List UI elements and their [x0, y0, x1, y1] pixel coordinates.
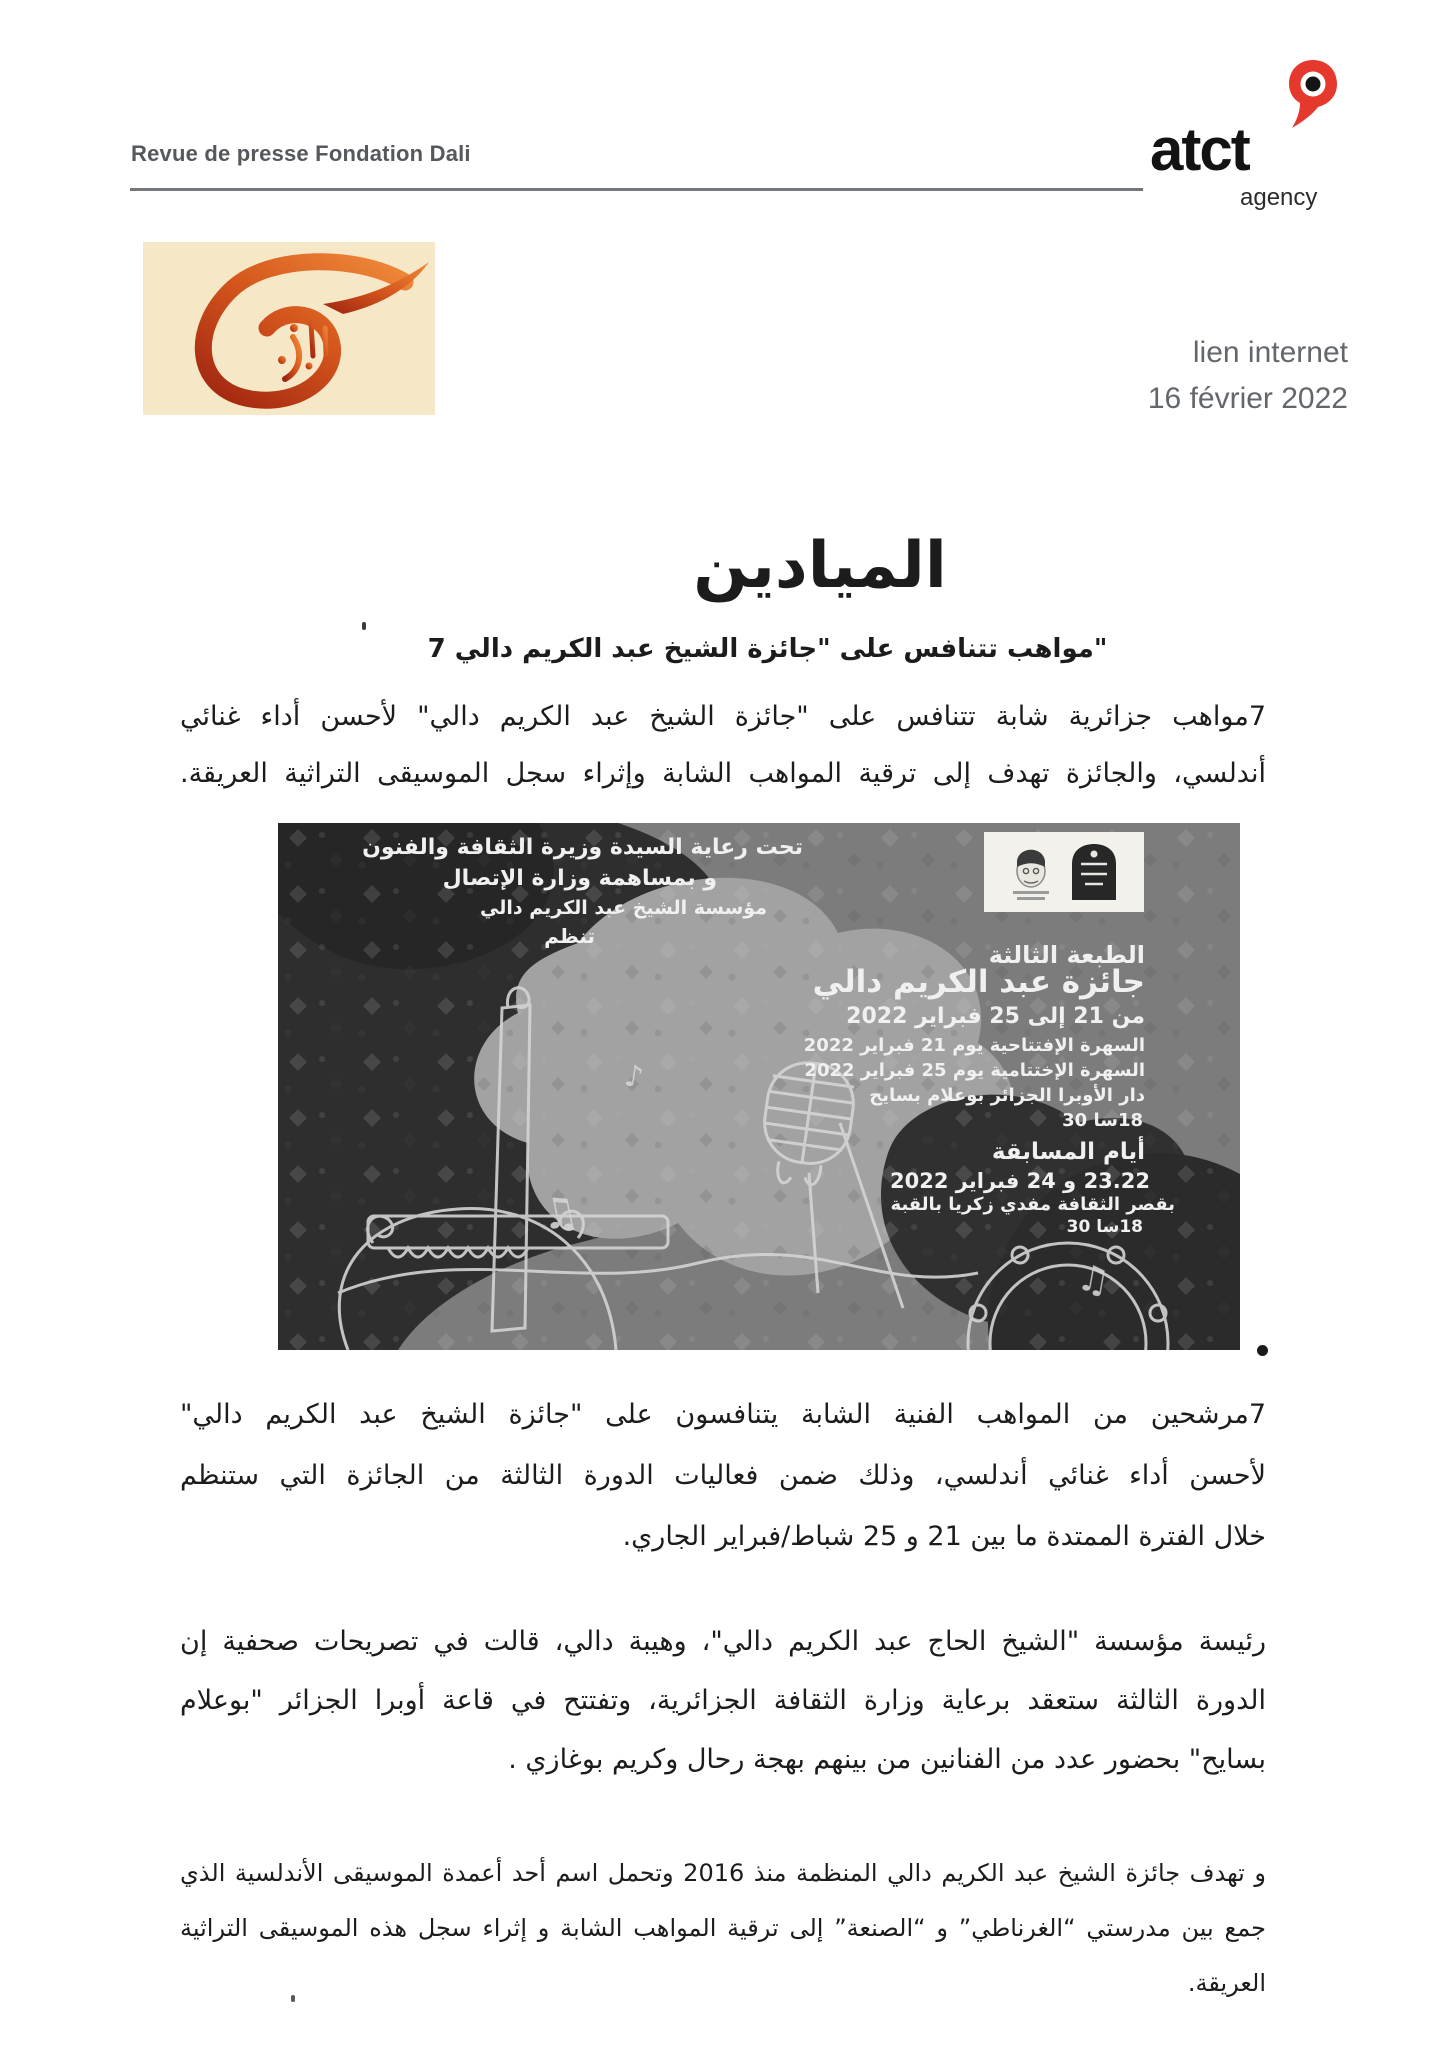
article-paragraph-3 — [180, 1612, 1266, 1789]
poster-line: تحت رعاية السيدة وزيرة الثقافة والفنون — [362, 835, 803, 860]
poster-line: مؤسسة الشيخ عبد الكريم دالي — [480, 897, 767, 919]
poster-line: و بمساهمة وزارة الإتصال — [442, 866, 717, 891]
poster-line: 18سا 30 — [1062, 1110, 1143, 1131]
paragraph-line: لأحسن أداء غنائي أندلسي، وذلك ضمن فعاليات الدورة الثالثة من الجائزة التي ستنظم — [180, 1460, 1266, 1491]
poster-line: من 21 إلى 25 فبراير 2022 — [846, 1004, 1145, 1029]
link-label: lien internet — [1192, 336, 1348, 369]
poster-line: تنظم — [544, 924, 595, 948]
paragraph-line: و تهدف جائزة الشيخ عبد الكريم دالي المنظمة منذ 2016 وتحمل اسم أحد أعمدة الموسيقى الأندلسية الذي — [180, 1859, 1267, 1887]
atct-agency-wordmark: atct — [1150, 116, 1249, 183]
article-paragraph-1 — [180, 688, 1266, 802]
article-paragraph-4 — [180, 1846, 1266, 2011]
paragraph-line: 7مواهب جزائرية شابة تتنافس على "جائزة الشيخ عبد الكريم دالي" لأحسن أداء غنائي — [180, 701, 1266, 732]
poster-line: السهرة الإفتتاحية يوم 21 فبراير 2022 — [803, 1035, 1145, 1056]
paragraph-line: الدورة الثالثة ستعقد برعاية وزارة الثقافة الجزائرية، وتفتتح في قاعة أوبرا الجزائر "بوعلام — [180, 1685, 1266, 1716]
article-headline: "مواهب تتنافس على "جائزة الشيخ عبد الكريم دالي 7 — [427, 634, 1108, 664]
ministry-emblem — [1067, 842, 1121, 902]
paragraph-line: جمع بين مدرستي “الغرناطي” و “الصنعة” إلى ترقية المواهب الشابة و إثراء سجل هذه الموسيقى التراثية — [180, 1914, 1266, 1942]
poster-line: الطبعة الثالثة — [988, 941, 1145, 969]
dali-portrait-emblem — [1007, 841, 1055, 903]
press-review-label: Revue de presse Fondation Dali — [131, 141, 471, 166]
poster-line: دار الأوبرا الجزائر بوعلام بسايح — [869, 1085, 1145, 1106]
poster-line: 23.22 و 24 فبراير 2022 — [890, 1169, 1150, 1193]
scan-speck — [362, 622, 366, 630]
atct-agency-subtitle: agency — [1240, 184, 1318, 211]
article-paragraph-2 — [180, 1384, 1266, 1567]
event-poster — [278, 823, 1240, 1350]
bullet-dot — [1257, 1345, 1268, 1356]
page-title: الميادين — [693, 528, 947, 603]
poster-line: السهرة الإختتامية يوم 25 فبراير 2022 — [804, 1060, 1145, 1081]
paragraph-line: خلال الفترة الممتدة ما بين 21 و 25 شباط/فبراير الجاري. — [622, 1521, 1266, 1552]
paragraph-line: العريقة. — [1187, 1969, 1266, 1997]
poster-line: أيام المسابقة — [991, 1139, 1145, 1165]
paragraph-line: 7مرشحين من المواهب الفنية الشابة يتنافسون على "جائزة الشيخ عبد الكريم دالي" — [180, 1399, 1266, 1430]
poster-line: جائزة عبد الكريم دالي — [812, 964, 1145, 1000]
header-divider — [130, 188, 1143, 191]
location-pin-icon — [1284, 58, 1342, 130]
document-meta — [1148, 330, 1348, 422]
paragraph-line: بسايح" بحضور عدد من الفنانين من بينهم بهجة رحال وكريم بوغازي . — [508, 1744, 1266, 1775]
svg-text:♫: ♫ — [535, 1184, 583, 1241]
paragraph-line: أندلسي، والجائزة تهدف إلى ترقية المواهب الشابة وإثراء سجل الموسيقى التراثية العريقة. — [180, 758, 1266, 789]
svg-text:♫: ♫ — [1073, 1257, 1113, 1304]
scan-speck — [291, 1995, 295, 2002]
paragraph-line: رئيسة مؤسسة "الشيخ الحاج عبد الكريم دالي"، وهيبة دالي، قالت في تصريحات صحفية إن — [180, 1626, 1266, 1657]
al-mayadeen-logo — [143, 242, 435, 415]
svg-text:♪: ♪ — [621, 1058, 646, 1096]
date-label: 16 février 2022 — [1147, 382, 1348, 415]
poster-line: 18سا 30 — [1066, 1217, 1143, 1237]
poster-logo-box — [984, 832, 1144, 912]
poster-line: بقصر الثقافة مفدي زكريا بالقبة — [890, 1194, 1175, 1215]
